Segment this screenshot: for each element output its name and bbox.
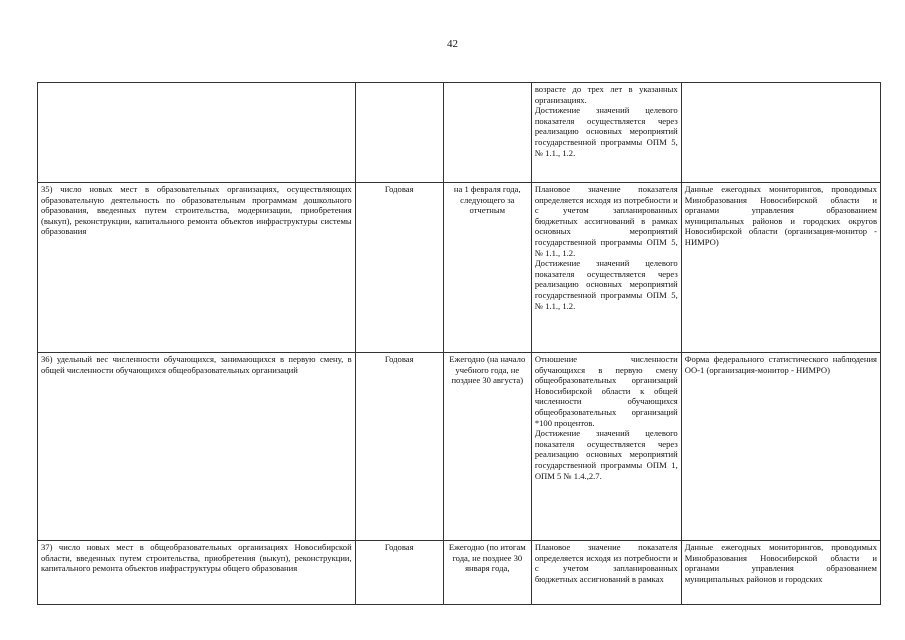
table-row (38, 353, 881, 541)
method-cell (531, 353, 681, 541)
method-paragraph: Достижение значений целевого показателя осуществляется через реализацию основных мероприятий государственной программы ОПМ 1, ОПМ 5 № 1.4.,2.7. (534, 428, 678, 481)
periodicity-cell (355, 83, 443, 183)
method-paragraph: Плановое значение показателя определяется исходя из потребности и с учетом запланированных бюджетных ассигнований в рамках (534, 542, 678, 584)
table-row (38, 541, 881, 605)
deadline-cell: Ежегодно (по итогам года, не позднее 30 января года, (443, 541, 531, 605)
source-cell: Форма федерального статистического наблюдения ОО-1 (организация-монитор - НИМРО) (681, 353, 880, 541)
method-paragraph: Плановое значение показателя определяется исходя из потребности и с учетом запланированных бюджетных ассигнований в рамках основных мероприятий государственной программы ОПМ 5, № 1.1., 1.2. (534, 184, 678, 258)
method-paragraph: Достижение значений целевого показателя осуществляется через реализацию основных мероприятий государственной программы ОПМ 5, № 1.1., 1.2. (534, 105, 678, 158)
deadline-cell: Ежегодно (на начало учебного года, не позднее 30 августа) (443, 353, 531, 541)
indicator-cell: 35) число новых мест в образовательных организациях, осуществляющих образовательную деятельность по образовательным программам дошкольного образования, введенных путем строительства, модернизации, приобретения (выкуп), реконструкции, капитального ремонта объектов инфраструктуры системы образования (38, 183, 356, 353)
indicator-cell (38, 83, 356, 183)
indicators-table (37, 82, 881, 605)
periodicity-cell: Годовая (355, 541, 443, 605)
table-row (38, 183, 881, 353)
periodicity-cell: Годовая (355, 183, 443, 353)
method-paragraph: Отношение численности обучающихся в первую смену общеобразовательных организаций Новосибирской области к общей численности обучающихся общеобразовательных организаций *100 процентов. (534, 354, 678, 428)
method-cell (531, 541, 681, 605)
deadline-cell (443, 83, 531, 183)
method-cell (531, 183, 681, 353)
source-cell: Данные ежегодных мониторингов, проводимых Минобразования Новосибирской области и органами управления образованием муниципальных районов и городских округов Новосибирской области (организация-монитор - НИМРО) (681, 183, 880, 353)
deadline-cell: на 1 февраля года, следующего за отчетным (443, 183, 531, 353)
source-cell: Данные ежегодных мониторингов, проводимых Минобразования Новосибирской области и органами управления образованием муниципальных районов и городских (681, 541, 880, 605)
page-number: 42 (447, 38, 458, 50)
periodicity-cell: Годовая (355, 353, 443, 541)
indicator-cell: 36) удельный вес численности обучающихся, занимающихся в первую смену, в общей численности обучающихся общеобразовательных организаций (38, 353, 356, 541)
indicator-cell: 37) число новых мест в общеобразовательных организациях Новосибирской области, введенных путем строительства, приобретения (выкуп), реконструкции, капитального ремонта объектов инфраструктуры общего образования (38, 541, 356, 605)
method-paragraph: Достижение значений целевого показателя осуществляется через реализацию основных мероприятий государственной программы ОПМ 5, № 1.1., 1.2. (534, 258, 678, 311)
method-cell (531, 83, 681, 183)
source-cell (681, 83, 880, 183)
table-row (38, 83, 881, 183)
method-paragraph: возрасте до трех лет в указанных организациях. (534, 84, 678, 105)
